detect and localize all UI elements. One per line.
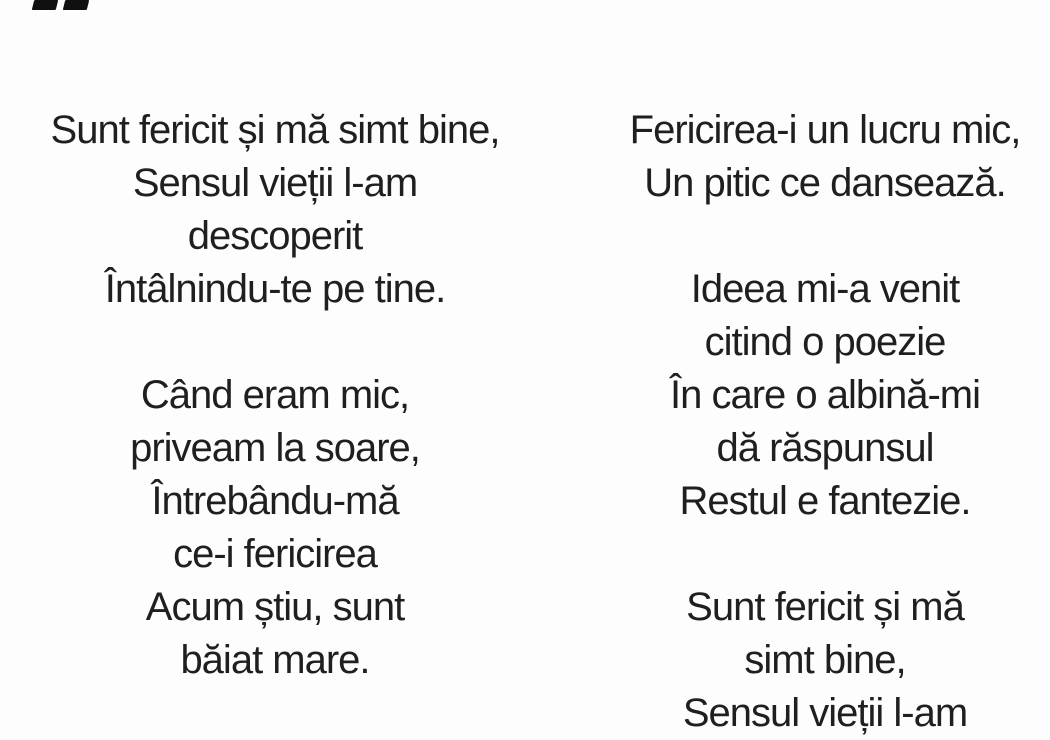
poem-line: Fericirea-i un lucru mic, [629,108,1021,152]
poem-column-right [600,104,1050,740]
poem-line: Sensul vieții l-am [132,161,418,205]
poem-line: ce-i fericirea [173,532,377,576]
poem-line: băiat mare. [180,638,370,682]
poem-line: Întâlnindu-te pe tine. [104,267,446,311]
poem-line: Sunt fericit și mă simt bine, [50,108,500,152]
poem-line: priveam la soare, [130,426,420,470]
poem-line: Când eram mic, [140,373,410,417]
poem-stanza [600,581,1050,740]
poem-line: Un pitic ce dansează. [644,161,1006,205]
poem-line: Sensul vieții l-am [682,691,968,735]
poem-stanza [0,104,550,316]
poem-line: citind o poezie [704,320,946,364]
quote-mark-stroke [63,0,89,10]
poem-line: Restul e fantezie. [679,479,971,523]
poem-stanza [600,104,1050,210]
poem-line: Acum știu, sunt [145,585,405,629]
poem-line: Sunt fericit și mă [686,585,964,629]
poem-line: dă răspunsul [716,426,934,470]
poem-column-left [0,104,550,687]
poem-line: Întrebându-mă [151,479,399,523]
quote-mark-icon [33,0,88,15]
poem-stanza [600,263,1050,528]
poem-line: În care o albină-mi [669,373,981,417]
quote-mark-stroke [32,0,58,10]
poem-line: Ideea mi-a venit [690,267,960,311]
poem-line: simt bine, [744,638,906,682]
poem-line: descoperit [187,214,363,258]
poem-stanza [0,369,550,687]
